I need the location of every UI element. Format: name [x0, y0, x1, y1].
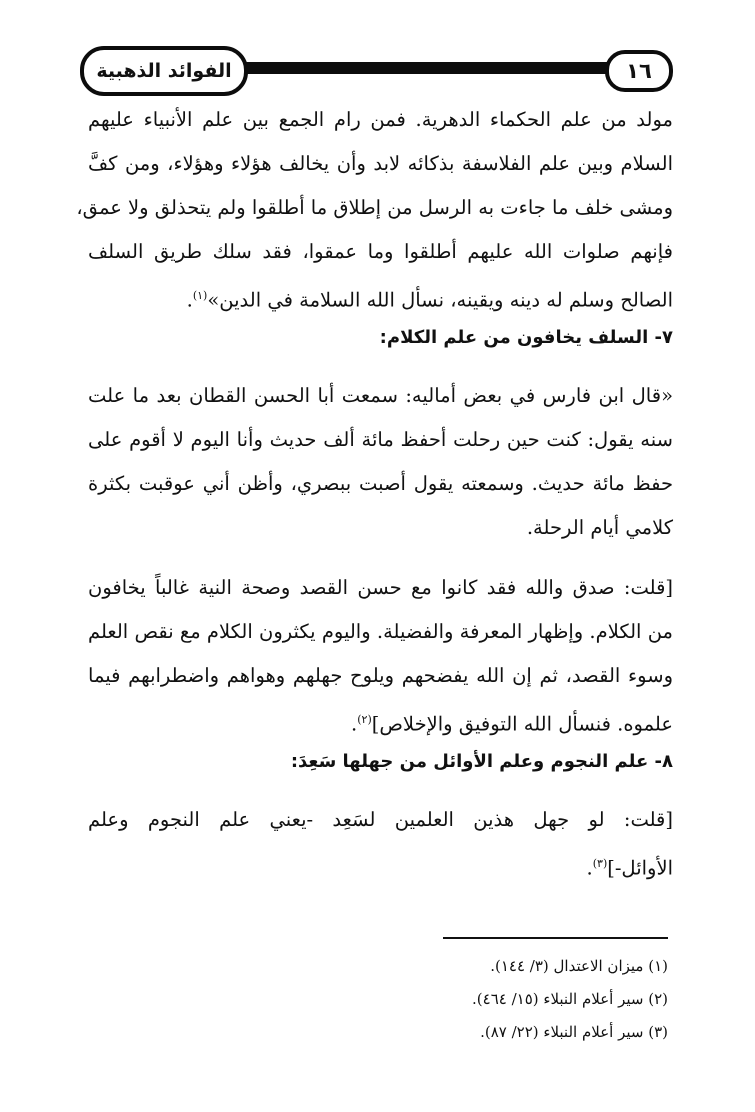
text-line: [قلت: لو جهل هذين العلمين لسَعِد -يعني علم النجوم وعلم	[88, 808, 673, 831]
footnote-ref: (٣)	[592, 857, 608, 870]
text-line-content: الأوائل-]	[607, 856, 673, 880]
text-line: الصالح وسلم له دينه ويقينه، نسأل الله السلامة في الدين»$^{(١)}$.	[186, 288, 673, 312]
text-line: فإنهم صلوات الله عليهم أطلقوا وما عمقوا، فقد سلك طريق السلف	[88, 240, 673, 263]
footnotes	[88, 950, 668, 1049]
text-line: ومشى خلف ما جاءت به الرسل من إطلاق ما أطلقوا ولم يتحذلق ولا عمق،	[76, 196, 673, 219]
text-line: السلام وبين علم الفلاسفة بذكائه لابد وأن يخالف هؤلاء وهؤلاء، ومن كفَّ	[88, 152, 673, 175]
footnote-ref: (٢)	[357, 713, 372, 726]
footnote: (٣) سير أعلام النبلاء (٢٢/ ٨٧).	[480, 1023, 668, 1041]
text-line: [قلت: صدق والله فقد كانوا مع حسن القصد وصحة النية غالباً يخافون	[88, 576, 673, 599]
main-text	[76, 98, 673, 886]
section-heading: ٨- علم النجوم وعلم الأوائل من جهلها سَعِدَ:	[290, 751, 673, 772]
text-line: مولد من علم الحكماء الدهرية. فمن رام الجمع بين علم الأنبياء عليهم	[88, 108, 673, 131]
running-title: الفوائد الذهبية	[80, 46, 248, 96]
text-line: علموه. فنسأل الله التوفيق والإخلاص]$^{(٢)}$.	[351, 712, 673, 736]
footnote: (٢) سير أعلام النبلاء (١٥/ ٤٦٤).	[472, 990, 668, 1008]
section-heading: ٧- السلف يخافون من علم الكلام:	[379, 327, 673, 348]
text-line: سنه يقول: كنت حين رحلت أحفظ مائة ألف حديث وأنا اليوم لا أقوم على	[88, 428, 673, 451]
text-line: حفظ مائة حديث. وسمعته يقول أصبت ببصري، وأظن أني عوقبت بكثرة	[88, 472, 673, 495]
text-line: وسوء القصد، ثم إن الله يفضحهم ويلوح جهلهم وهواهم واضطرابهم فيما	[88, 664, 673, 687]
page-header	[0, 0, 755, 110]
footnote-separator	[443, 937, 668, 939]
text-line-content: علموه. فنسأل الله التوفيق والإخلاص]	[371, 712, 673, 736]
footnote-ref: (١)	[192, 289, 208, 302]
footnote: (١) ميزان الاعتدال (٣/ ١٤٤).	[490, 957, 668, 975]
page-number: ١٦	[605, 50, 673, 92]
text-line-content: الصالح وسلم له دينه ويقينه، نسأل الله السلامة في الدين»	[207, 288, 673, 312]
text-line: الأوائل-]$^{(٣)}$.	[586, 856, 673, 880]
text-line: «قال ابن فارس في بعض أماليه: سمعت أبا الحسن القطان بعد ما علت	[88, 384, 673, 407]
text-line: من الكلام. وإظهار المعرفة والفضيلة. واليوم يكثرون الكلام مع نقص العلم	[88, 620, 673, 643]
text-line: كلامي أيام الرحلة.	[526, 516, 673, 539]
